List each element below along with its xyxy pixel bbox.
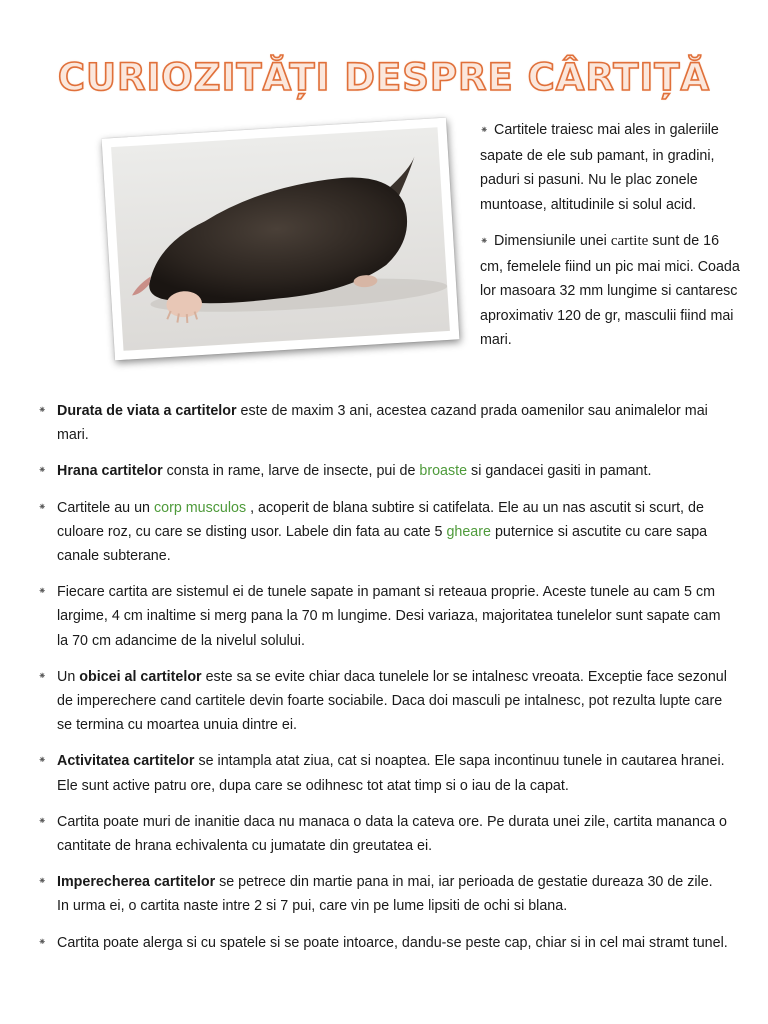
side-paragraph-habitat: ⁕ Cartitele traiesc mai ales in galeriile sapate de ele sub pamant, in gradini, paduri si pasuni. Nu le plac zonele muntoase, altitudinile si solul acid. — [480, 118, 742, 217]
mole-photo-frame — [102, 118, 460, 361]
bullet-icon: ⁕ — [38, 755, 47, 767]
mole-illustration — [111, 127, 450, 351]
link-gheare[interactable]: gheare — [446, 523, 491, 540]
bullet-icon: ⁕ — [38, 876, 47, 888]
bullet-icon: ⁕ — [38, 465, 47, 477]
intro-column — [480, 118, 742, 365]
link-corp-musculos[interactable]: corp musculos — [153, 499, 247, 516]
page-title: CURIOZITĂȚI DESPRE CÂRTIȚĂ — [57, 56, 711, 99]
list-item: ⁕ Durata de viata a cartitelor este de maxim 3 ani, acestea cazand prada oamenilor sau animalelor mai mari. — [38, 399, 728, 447]
side-paragraph-size: ⁕ Dimensiunile unei cartite sunt de 16 cm, femelele fiind un pic mai mici. Coada lor masoara 32 mm lungime si cantaresc aproximativ 120 de gr, masculii fiind mai mari. — [480, 229, 742, 353]
link-broaste[interactable]: broaste — [419, 463, 468, 480]
facts-list — [38, 399, 728, 967]
list-item: ⁕ Hrana cartitelor consta in rame, larve de insecte, pui de broaste si gandacei gasiti in pamant. — [38, 459, 728, 483]
list-item: ⁕ Activitatea cartitelor se intampla atat ziua, cat si noaptea. Ele sapa incontinuu tunele in cautarea hranei. Ele sunt active patru ore, dupa care se odihnesc tot atat timp si o iau de la capat. — [38, 749, 728, 797]
bullet-icon: ⁕ — [38, 501, 47, 513]
list-item: ⁕ Fiecare cartita are sistemul ei de tunele sapate in pamant si reteaua proprie. Aceste tunele au cam 5 cm largime, 4 cm inaltime si merg pana la 70 m lungime. Desi variaza, majoritatea tunelelor sunt sapate cam la 70 cm adancime de la nivelul solului. — [38, 580, 728, 653]
bullet-icon: ⁕ — [38, 936, 47, 948]
bullet-icon: ⁕ — [480, 125, 489, 136]
list-item: ⁕ Cartitele au un corp musculos , acoperit de blana subtire si catifelata. Ele au un nas ascutit si scurt, de culoare roz, cu care se disting usor. Labele din fata au cate 5 gheare puternice si ascutite cu care sapa canale subterane. — [38, 496, 728, 569]
bullet-icon: ⁕ — [38, 405, 47, 416]
mole-photo — [111, 127, 450, 351]
list-item: ⁕ Imperecherea cartitelor se petrece din martie pana in mai, iar perioada de gestatie dureaza 30 de zile. In urma ei, o cartita naste intre 2 si 7 pui, care vin pe lume lipsiti de ochi si blana. — [38, 870, 728, 918]
bullet-icon: ⁕ — [38, 670, 47, 682]
bullet-icon: ⁕ — [480, 236, 489, 247]
list-item: ⁕ Cartita poate alerga si cu spatele si se poate intoarce, dandu-se peste cap, chiar si in cel mai stramt tunel. — [38, 931, 728, 955]
list-item: ⁕ Cartita poate muri de inanitie daca nu manaca o data la cateva ore. Pe durata unei zile, cartita mananca o cantitate de hrana echivalenta cu jumatate din greutatea ei. — [38, 810, 728, 858]
bullet-icon: ⁕ — [38, 586, 47, 598]
bullet-icon: ⁕ — [38, 815, 47, 827]
list-item: ⁕ Un obicei al cartitelor este sa se evite chiar daca tunelele lor se intalnesc vreoata. Exceptie face sezonul de imperechere cand cartitele devin foarte sociabile. Daca doi masculi pe intalnesc, pot rezulta lupte care se termina cu moartea unuia dintre ei. — [38, 665, 728, 738]
